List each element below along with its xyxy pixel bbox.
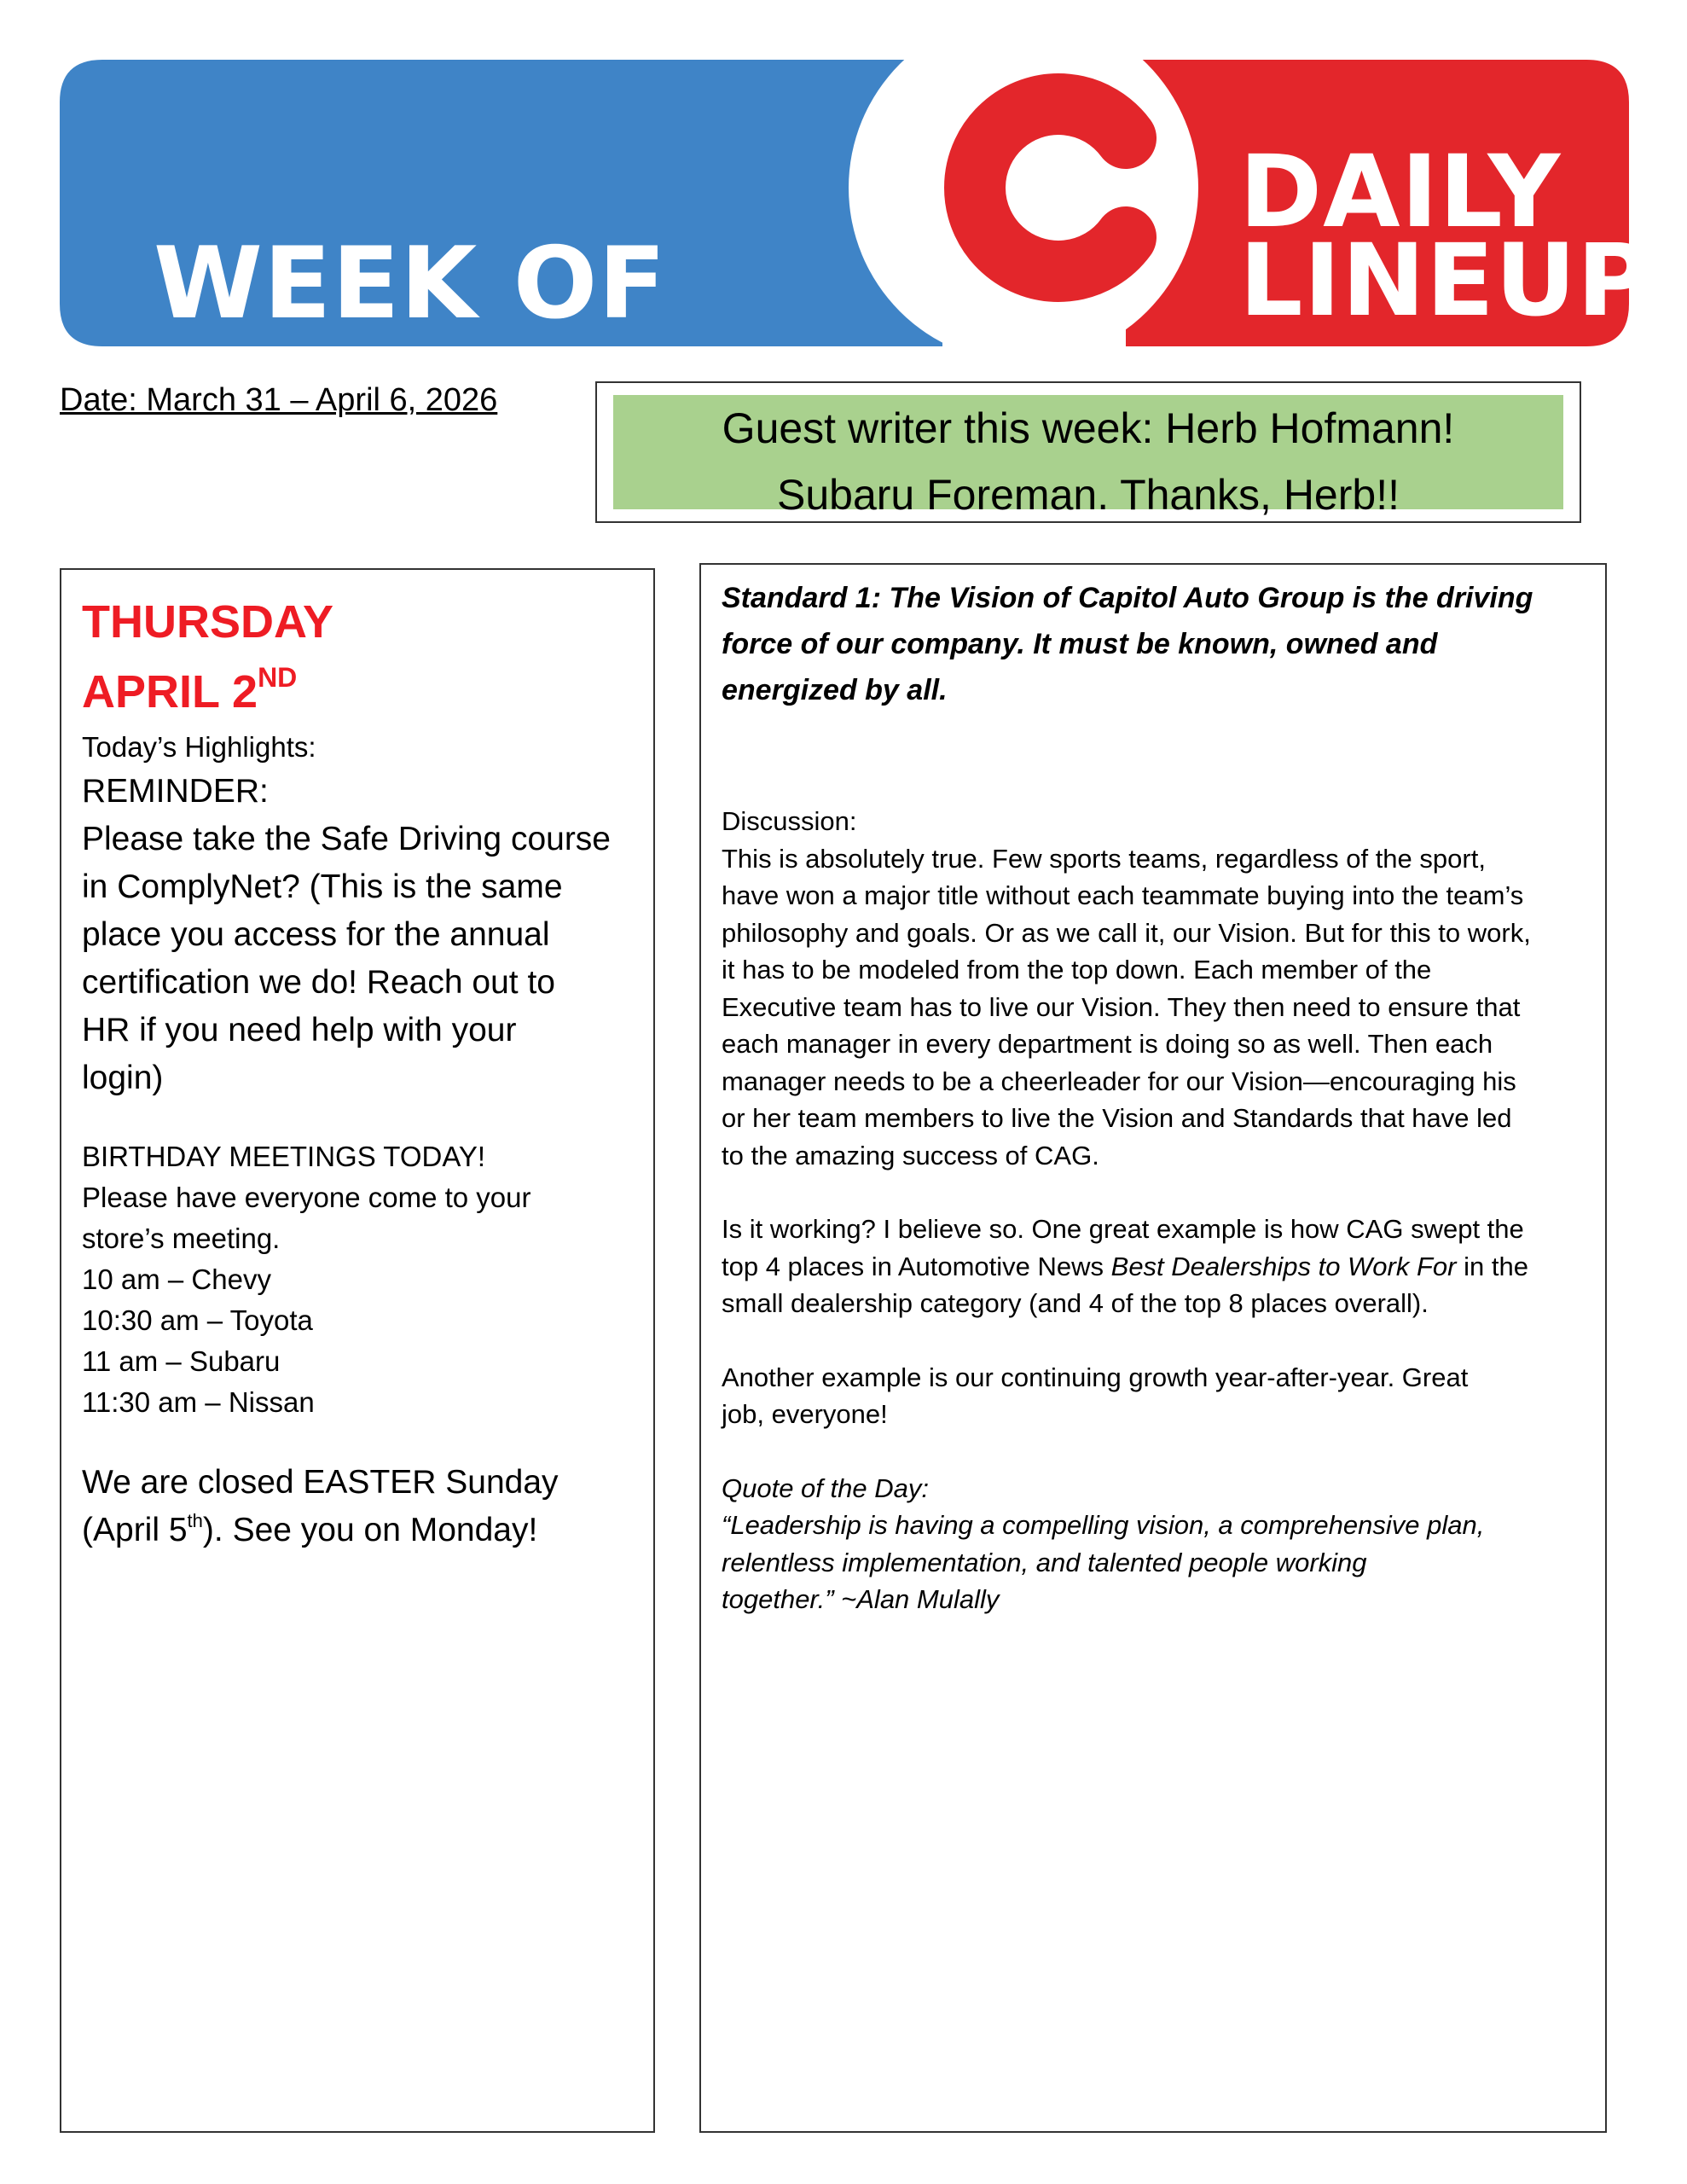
guest-writer-box [595,381,1581,523]
standard-statement [722,575,1588,713]
reminder-line: login) [82,1060,164,1096]
schedule-item: 11:30 am – Nissan [82,1386,315,1418]
closure-date-suffix: th [187,1510,203,1531]
closure-tail: ). See you on Monday! [202,1512,538,1548]
date-range: Date: March 31 – April 6, 2026 [60,382,498,418]
guest-writer-line-1: Guest writer this week: Herb Hofmann! [722,404,1455,452]
quote-line: relentless implementation, and talented people working [722,1547,1367,1577]
paragraph-line: to the amazing success of CAG. [722,1140,1099,1170]
closure-line-2 [82,1507,635,1554]
paragraph-line: Another example is our continuing growth year-after-year. Great [722,1362,1469,1392]
discussion-paragraph-1 [722,840,1588,1175]
birthday-line: Please have everyone come to your [82,1182,531,1213]
birthday-meetings-title: BIRTHDAY MEETINGS TODAY! [82,1141,486,1172]
daily-highlights-panel [60,568,655,2133]
closure-date: (April 5 [82,1512,188,1548]
reminder-line: Please take the Safe Driving course [82,821,612,857]
paragraph-line: small dealership category (and 4 of the top 8 places overall). [722,1288,1429,1318]
guest-writer-banner [613,395,1563,519]
quote-line: together.” ~Alan Mulally [722,1584,1000,1614]
closure-line-1: We are closed EASTER Sunday [82,1464,559,1501]
standard-discussion-panel [699,563,1607,2133]
schedule-item: 10:30 am – Toyota [82,1304,313,1336]
paragraph-line [722,1248,1588,1286]
birthday-meetings-text [82,1177,635,1259]
date-heading [82,657,635,727]
week-of-heading: WEEK OF [154,226,667,341]
paragraph-line: each manager in every department is doing so as well. Then each [722,1029,1493,1059]
standard-line: energized by all. [722,674,948,706]
paragraph-line: it has to be modeled from the top down. Each member of the [722,955,1432,985]
reminder-line: in ComplyNet? (This is the same [82,868,563,905]
quote-of-the-day [722,1470,1588,1618]
highlights-label: Today’s Highlights: [82,731,316,763]
paragraph-line: philosophy and goals. Or as we call it, our Vision. But for this to work, [722,917,1531,948]
reminder-label: REMINDER: [82,773,269,810]
award-title: Best Dealerships to Work For [1110,1251,1457,1281]
day-heading: THURSDAY [82,596,334,648]
paragraph-line: or her team members to live the Vision and Standards that have led [722,1103,1512,1133]
spacer [722,1433,1588,1470]
lineup-word: LINEUP [1239,222,1651,339]
schedule-item: 11 am – Subaru [82,1345,281,1377]
paragraph-line: Is it working? I believe so. One great example is how CAG swept the [722,1214,1524,1244]
paragraph-line: Executive team has to live our Vision. They then need to ensure that [722,991,1521,1022]
date-heading-suffix: ND [258,662,298,693]
date-heading-main: APRIL 2 [82,666,258,717]
daily-word: DAILY [1239,133,1562,250]
spacer [722,1174,1588,1211]
meeting-schedule [82,1259,635,1423]
header-banner [60,60,1651,346]
quote-label: Quote of the Day: [722,1472,929,1503]
standard-line: Standard 1: The Vision of Capitol Auto Group is the driving [722,582,1533,614]
guest-writer-line-2: Subaru Foreman. Thanks, Herb!! [777,471,1400,519]
spacer [82,1102,635,1136]
reminder-text [82,816,635,1102]
quote-line: “Leadership is having a compelling vision, a comprehensive plan, [722,1510,1485,1540]
easter-closure-notice [82,1459,635,1554]
daily-lineup-heading [1239,133,1651,339]
spacer [82,1423,635,1459]
discussion-paragraph-3 [722,1359,1588,1433]
paragraph-line: This is absolutely true. Few sports teams, regardless of the sport, [722,843,1486,874]
birthday-line: store’s meeting. [82,1223,281,1254]
paragraph-text: in the [1456,1251,1528,1281]
spacer [722,713,1588,803]
discussion-paragraph-2 [722,1211,1588,1322]
reminder-line: HR if you need help with your [82,1012,517,1048]
paragraph-line: have won a major title without each teammate buying into the team’s [722,880,1524,910]
paragraph-text: top 4 places in Automotive News [722,1251,1111,1281]
paragraph-line: job, everyone! [722,1399,888,1429]
standard-line: force of our company. It must be known, owned and [722,628,1438,660]
reminder-line: place you access for the annual [82,916,550,953]
spacer [722,1322,1588,1359]
discussion-label: Discussion: [722,806,857,836]
paragraph-line: manager needs to be a cheerleader for our Vision—encouraging his [722,1066,1516,1096]
reminder-line: certification we do! Reach out to [82,964,555,1001]
schedule-item: 10 am – Chevy [82,1263,271,1295]
